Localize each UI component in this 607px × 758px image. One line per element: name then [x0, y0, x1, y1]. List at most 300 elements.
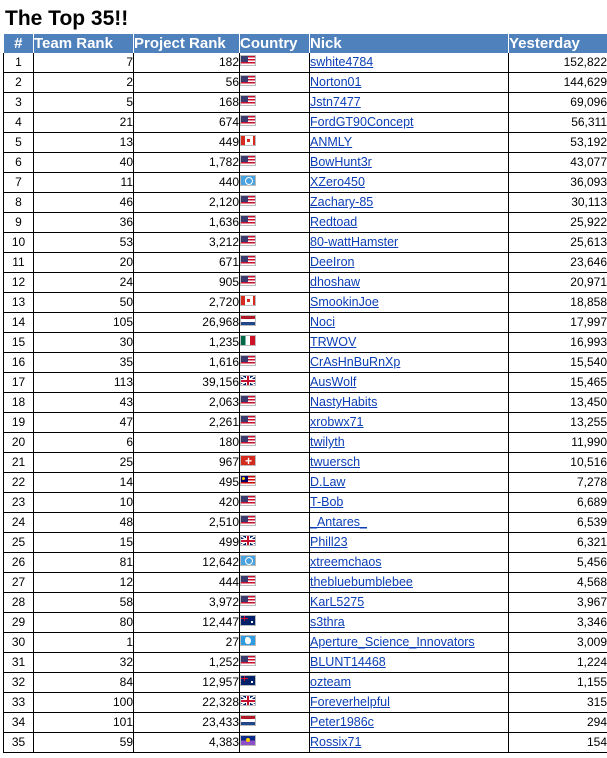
row-number[interactable]: 5 [4, 133, 34, 153]
country-cell[interactable] [240, 213, 310, 233]
table-row [4, 433, 607, 453]
nick-link[interactable]: thebluebumblebee [310, 575, 413, 589]
header-yesterday[interactable]: Yesterday [509, 34, 607, 53]
team-rank-cell[interactable]: 58 [34, 593, 134, 613]
table-row [4, 413, 607, 433]
yesterday-cell[interactable]: 294 [509, 713, 607, 733]
row-number[interactable]: 30 [4, 633, 34, 653]
yesterday-cell[interactable]: 20,971 [509, 273, 607, 293]
row-number[interactable]: 35 [4, 733, 34, 753]
project-rank-cell[interactable]: 444 [134, 573, 240, 593]
nick-link[interactable]: Aperture_Science_Innovators [310, 635, 475, 649]
us-flag-icon [240, 355, 256, 366]
nick-link[interactable]: XZero450 [310, 175, 365, 189]
us-flag-icon [240, 655, 256, 666]
row-number[interactable]: 17 [4, 373, 34, 393]
nick-cell[interactable] [310, 213, 509, 233]
yesterday-cell[interactable]: 36,093 [509, 173, 607, 193]
team-rank-cell[interactable]: 13 [34, 133, 134, 153]
row-number[interactable]: 23 [4, 493, 34, 513]
nick-cell[interactable] [310, 413, 509, 433]
table-row [4, 373, 607, 393]
us-flag-icon [240, 75, 256, 86]
row-number[interactable]: 8 [4, 193, 34, 213]
us-flag-icon [240, 115, 256, 126]
team-rank-cell[interactable]: 24 [34, 273, 134, 293]
project-rank-cell[interactable]: 1,235 [134, 333, 240, 353]
team-rank-cell[interactable]: 11 [34, 173, 134, 193]
yesterday-cell[interactable]: 315 [509, 693, 607, 713]
project-rank-cell[interactable]: 180 [134, 433, 240, 453]
team-rank-cell[interactable]: 59 [34, 733, 134, 753]
nick-link[interactable]: ozteam [310, 675, 351, 689]
nick-cell[interactable] [310, 73, 509, 93]
yesterday-cell[interactable]: 5,456 [509, 553, 607, 573]
us-flag-icon [240, 395, 256, 406]
yesterday-cell[interactable]: 13,255 [509, 413, 607, 433]
country-cell[interactable] [240, 93, 310, 113]
us-flag-icon [240, 215, 256, 226]
row-number[interactable]: 29 [4, 613, 34, 633]
nick-link[interactable]: _Antares_ [310, 515, 367, 529]
row-number[interactable]: 31 [4, 653, 34, 673]
row-number[interactable]: 6 [4, 153, 34, 173]
yesterday-cell[interactable]: 3,967 [509, 593, 607, 613]
yesterday-cell[interactable]: 3,346 [509, 613, 607, 633]
us-flag-icon [240, 495, 256, 506]
team-rank-cell[interactable]: 100 [34, 693, 134, 713]
country-cell[interactable] [240, 133, 310, 153]
ca-flag-icon [240, 295, 256, 306]
project-rank-cell[interactable]: 3,212 [134, 233, 240, 253]
table-row [4, 273, 607, 293]
country-cell[interactable] [240, 313, 310, 333]
yesterday-cell[interactable]: 144,629 [509, 73, 607, 93]
yesterday-cell[interactable]: 11,990 [509, 433, 607, 453]
nick-cell[interactable] [310, 133, 509, 153]
row-number[interactable]: 25 [4, 533, 34, 553]
nick-cell[interactable] [310, 673, 509, 693]
country-cell[interactable] [240, 453, 310, 473]
team-rank-cell[interactable]: 53 [34, 233, 134, 253]
country-cell[interactable] [240, 333, 310, 353]
nick-cell[interactable] [310, 473, 509, 493]
yesterday-cell[interactable]: 18,858 [509, 293, 607, 313]
row-number[interactable]: 28 [4, 593, 34, 613]
table-row [4, 353, 607, 373]
project-rank-cell[interactable]: 23,433 [134, 713, 240, 733]
sheet-title: The Top 35!! [5, 7, 129, 30]
project-rank-cell[interactable]: 168 [134, 93, 240, 113]
project-rank-cell[interactable]: 2,720 [134, 293, 240, 313]
nick-link[interactable]: CrAsHnBuRnXp [310, 355, 401, 369]
row-number[interactable]: 34 [4, 713, 34, 733]
project-rank-cell[interactable]: 1,252 [134, 653, 240, 673]
uk-flag-icon [240, 535, 256, 546]
nick-link[interactable]: dhoshaw [310, 275, 361, 289]
au-flag-icon [240, 615, 256, 626]
nick-link[interactable]: KarL5275 [310, 595, 365, 609]
yesterday-cell[interactable]: 4,568 [509, 573, 607, 593]
mx-flag-icon [240, 335, 256, 346]
project-rank-cell[interactable]: 905 [134, 273, 240, 293]
yesterday-cell[interactable]: 13,450 [509, 393, 607, 413]
nick-link[interactable]: BLUNT14468 [310, 655, 386, 669]
un-flag-icon [240, 555, 256, 566]
row-number[interactable]: 18 [4, 393, 34, 413]
team-rank-cell[interactable]: 6 [34, 433, 134, 453]
team-rank-cell[interactable]: 50 [34, 293, 134, 313]
country-cell[interactable] [240, 173, 310, 193]
nick-cell[interactable] [310, 433, 509, 453]
nick-link[interactable]: twuersch [310, 455, 361, 469]
yesterday-cell[interactable]: 1,155 [509, 673, 607, 693]
row-number[interactable]: 2 [4, 73, 34, 93]
team-rank-cell[interactable]: 5 [34, 93, 134, 113]
nick-link[interactable]: Noci [310, 315, 336, 329]
row-number[interactable]: 33 [4, 693, 34, 713]
nick-cell[interactable] [310, 393, 509, 413]
row-number[interactable]: 15 [4, 333, 34, 353]
country-cell[interactable] [240, 293, 310, 313]
table-row [4, 633, 607, 653]
nick-link[interactable]: T-Bob [310, 495, 344, 509]
table-row [4, 173, 607, 193]
yesterday-cell[interactable]: 10,516 [509, 453, 607, 473]
yesterday-cell[interactable]: 152,822 [509, 53, 607, 73]
nick-cell[interactable] [310, 553, 509, 573]
project-rank-cell[interactable]: 674 [134, 113, 240, 133]
yesterday-cell[interactable]: 25,922 [509, 213, 607, 233]
yesterday-cell[interactable]: 23,646 [509, 253, 607, 273]
nick-cell[interactable] [310, 173, 509, 193]
nick-link[interactable]: Foreverhelpful [310, 695, 390, 709]
project-rank-cell[interactable]: 2,120 [134, 193, 240, 213]
row-number[interactable]: 11 [4, 253, 34, 273]
project-rank-cell[interactable]: 12,957 [134, 673, 240, 693]
row-number[interactable]: 32 [4, 673, 34, 693]
us-flag-icon [240, 275, 256, 286]
table-row [4, 293, 607, 313]
row-number[interactable]: 20 [4, 433, 34, 453]
project-rank-cell[interactable]: 967 [134, 453, 240, 473]
table-row [4, 53, 607, 73]
team-rank-cell[interactable]: 113 [34, 373, 134, 393]
nick-cell[interactable] [310, 353, 509, 373]
country-cell[interactable] [240, 613, 310, 633]
nick-cell[interactable] [310, 453, 509, 473]
nick-cell[interactable] [310, 273, 509, 293]
yesterday-cell[interactable]: 43,077 [509, 153, 607, 173]
team-rank-cell[interactable]: 30 [34, 333, 134, 353]
team-rank-cell[interactable]: 21 [34, 113, 134, 133]
nick-cell[interactable] [310, 653, 509, 673]
row-number[interactable]: 13 [4, 293, 34, 313]
nick-cell[interactable] [310, 573, 509, 593]
project-rank-cell[interactable]: 4,383 [134, 733, 240, 753]
nick-link[interactable]: Jstn7477 [310, 95, 361, 109]
team-rank-cell[interactable]: 14 [34, 473, 134, 493]
nick-cell[interactable] [310, 53, 509, 73]
table-row [4, 113, 607, 133]
table-row [4, 193, 607, 213]
country-cell[interactable] [240, 673, 310, 693]
project-rank-cell[interactable]: 12,447 [134, 613, 240, 633]
yesterday-cell[interactable]: 30,113 [509, 193, 607, 213]
nick-cell[interactable] [310, 193, 509, 213]
team-rank-cell[interactable]: 40 [34, 153, 134, 173]
country-cell[interactable] [240, 633, 310, 653]
nick-cell[interactable] [310, 253, 509, 273]
nick-link[interactable]: DeeIron [310, 255, 355, 269]
country-cell[interactable] [240, 733, 310, 753]
project-rank-cell[interactable]: 182 [134, 53, 240, 73]
row-number[interactable]: 24 [4, 513, 34, 533]
team-rank-cell[interactable]: 7 [34, 53, 134, 73]
row-number[interactable]: 22 [4, 473, 34, 493]
yesterday-cell[interactable]: 1,224 [509, 653, 607, 673]
yesterday-cell[interactable]: 16,993 [509, 333, 607, 353]
row-number[interactable]: 21 [4, 453, 34, 473]
project-rank-cell[interactable]: 56 [134, 73, 240, 93]
team-rank-cell[interactable]: 1 [34, 633, 134, 653]
team-rank-cell[interactable]: 25 [34, 453, 134, 473]
nl-flag-icon [240, 715, 256, 726]
country-cell[interactable] [240, 353, 310, 373]
team-rank-cell[interactable]: 36 [34, 213, 134, 233]
nick-cell[interactable] [310, 153, 509, 173]
nick-cell[interactable] [310, 293, 509, 313]
row-number[interactable]: 26 [4, 553, 34, 573]
team-rank-cell[interactable]: 10 [34, 493, 134, 513]
project-rank-cell[interactable]: 3,972 [134, 593, 240, 613]
nick-link[interactable]: 80-wattHamster [310, 235, 399, 249]
header-nick[interactable]: Nick [310, 34, 509, 53]
ch-flag-icon [240, 455, 256, 466]
nick-link[interactable]: Redtoad [310, 215, 358, 229]
team-rank-cell[interactable]: 80 [34, 613, 134, 633]
us-flag-icon [240, 595, 256, 606]
country-cell[interactable] [240, 433, 310, 453]
nick-link[interactable]: xtreemchaos [310, 555, 382, 569]
nick-cell[interactable] [310, 233, 509, 253]
nick-link[interactable]: NastyHabits [310, 395, 378, 409]
table-row [4, 493, 607, 513]
table-row [4, 513, 607, 533]
header-project-rank[interactable]: Project Rank [134, 34, 240, 53]
nick-cell[interactable] [310, 633, 509, 653]
country-cell[interactable] [240, 533, 310, 553]
project-rank-cell[interactable]: 2,063 [134, 393, 240, 413]
nick-link[interactable]: Rossix71 [310, 735, 362, 749]
row-number[interactable]: 10 [4, 233, 34, 253]
project-rank-cell[interactable]: 22,328 [134, 693, 240, 713]
us-flag-icon [240, 575, 256, 586]
row-number[interactable]: 3 [4, 93, 34, 113]
yesterday-cell[interactable]: 6,689 [509, 493, 607, 513]
table-row [4, 233, 607, 253]
nick-cell[interactable] [310, 493, 509, 513]
project-rank-cell[interactable]: 39,156 [134, 373, 240, 393]
purple-flag-icon [240, 735, 256, 746]
country-cell[interactable] [240, 473, 310, 493]
nick-link[interactable]: Peter1986c [310, 715, 374, 729]
row-number[interactable]: 12 [4, 273, 34, 293]
nick-cell[interactable] [310, 313, 509, 333]
country-cell[interactable] [240, 53, 310, 73]
table-row [4, 613, 607, 633]
nick-cell[interactable] [310, 693, 509, 713]
yesterday-cell[interactable]: 3,009 [509, 633, 607, 653]
nick-cell[interactable] [310, 93, 509, 113]
project-rank-cell[interactable]: 1,616 [134, 353, 240, 373]
project-rank-cell[interactable]: 440 [134, 173, 240, 193]
team-rank-cell[interactable]: 47 [34, 413, 134, 433]
nick-cell[interactable] [310, 713, 509, 733]
nick-cell[interactable] [310, 613, 509, 633]
country-cell[interactable] [240, 393, 310, 413]
row-number[interactable]: 4 [4, 113, 34, 133]
table-row [4, 213, 607, 233]
country-cell[interactable] [240, 593, 310, 613]
nl-flag-icon [240, 315, 256, 326]
nick-link[interactable]: BowHunt3r [310, 155, 372, 169]
nick-link[interactable]: AusWolf [310, 375, 357, 389]
team-rank-cell[interactable]: 2 [34, 73, 134, 93]
country-cell[interactable] [240, 113, 310, 133]
nick-cell[interactable] [310, 333, 509, 353]
world-flag-icon [240, 635, 256, 646]
team-rank-cell[interactable]: 81 [34, 553, 134, 573]
team-rank-cell[interactable]: 43 [34, 393, 134, 413]
team-rank-cell[interactable]: 48 [34, 513, 134, 533]
project-rank-cell[interactable]: 495 [134, 473, 240, 493]
nick-cell[interactable] [310, 533, 509, 553]
table-row [4, 313, 607, 333]
project-rank-cell[interactable]: 2,510 [134, 513, 240, 533]
project-rank-cell[interactable]: 27 [134, 633, 240, 653]
header-country[interactable]: Country [240, 34, 310, 53]
row-number[interactable]: 1 [4, 53, 34, 73]
country-cell[interactable] [240, 413, 310, 433]
yesterday-cell[interactable]: 69,096 [509, 93, 607, 113]
yesterday-cell[interactable]: 6,539 [509, 513, 607, 533]
country-cell[interactable] [240, 693, 310, 713]
nick-link[interactable]: twilyth [310, 435, 345, 449]
nick-link[interactable]: swhite4784 [310, 55, 374, 69]
nick-link[interactable]: TRWOV [310, 335, 357, 349]
country-cell[interactable] [240, 713, 310, 733]
project-rank-cell[interactable]: 1,782 [134, 153, 240, 173]
nick-link[interactable]: ANMLY [310, 135, 353, 149]
nick-link[interactable]: Zachary-85 [310, 195, 374, 209]
row-number[interactable]: 7 [4, 173, 34, 193]
header-row [4, 34, 607, 53]
leaderboard-table [3, 34, 607, 753]
yesterday-cell[interactable]: 7,278 [509, 473, 607, 493]
project-rank-cell[interactable]: 420 [134, 493, 240, 513]
yesterday-cell[interactable]: 15,540 [509, 353, 607, 373]
header-num[interactable]: # [4, 34, 34, 53]
country-cell[interactable] [240, 273, 310, 293]
nick-link[interactable]: xrobwx71 [310, 415, 364, 429]
nick-link[interactable]: Phill23 [310, 535, 348, 549]
nick-link[interactable]: D.Law [310, 475, 346, 489]
yesterday-cell[interactable]: 56,311 [509, 113, 607, 133]
nick-cell[interactable] [310, 513, 509, 533]
project-rank-cell[interactable]: 499 [134, 533, 240, 553]
us-flag-icon [240, 195, 256, 206]
team-rank-cell[interactable]: 84 [34, 673, 134, 693]
nick-link[interactable]: s3thra [310, 615, 345, 629]
nick-link[interactable]: FordGT90Concept [310, 115, 414, 129]
yesterday-cell[interactable]: 15,465 [509, 373, 607, 393]
table-row [4, 533, 607, 553]
nick-cell[interactable] [310, 113, 509, 133]
nick-link[interactable]: Norton01 [310, 75, 362, 89]
row-number[interactable]: 9 [4, 213, 34, 233]
team-rank-cell[interactable]: 46 [34, 193, 134, 213]
team-rank-cell[interactable]: 32 [34, 653, 134, 673]
row-number[interactable]: 27 [4, 573, 34, 593]
row-number[interactable]: 19 [4, 413, 34, 433]
yesterday-cell[interactable]: 6,321 [509, 533, 607, 553]
nick-cell[interactable] [310, 373, 509, 393]
table-body [4, 53, 607, 753]
row-number[interactable]: 14 [4, 313, 34, 333]
yesterday-cell[interactable]: 53,192 [509, 133, 607, 153]
country-cell[interactable] [240, 653, 310, 673]
yesterday-cell[interactable]: 17,997 [509, 313, 607, 333]
project-rank-cell[interactable]: 1,636 [134, 213, 240, 233]
country-cell[interactable] [240, 153, 310, 173]
project-rank-cell[interactable]: 449 [134, 133, 240, 153]
country-cell[interactable] [240, 73, 310, 93]
table-row [4, 553, 607, 573]
team-rank-cell[interactable]: 20 [34, 253, 134, 273]
us-flag-icon [240, 95, 256, 106]
yesterday-cell[interactable]: 25,613 [509, 233, 607, 253]
table-row [4, 453, 607, 473]
team-rank-cell[interactable]: 12 [34, 573, 134, 593]
country-cell[interactable] [240, 233, 310, 253]
country-cell[interactable] [240, 553, 310, 573]
project-rank-cell[interactable]: 2,261 [134, 413, 240, 433]
table-row [4, 693, 607, 713]
table-row [4, 93, 607, 113]
yesterday-cell[interactable]: 154 [509, 733, 607, 753]
team-rank-cell[interactable]: 15 [34, 533, 134, 553]
team-rank-cell[interactable]: 105 [34, 313, 134, 333]
nick-cell[interactable] [310, 593, 509, 613]
project-rank-cell[interactable]: 12,642 [134, 553, 240, 573]
country-cell[interactable] [240, 493, 310, 513]
row-number[interactable]: 16 [4, 353, 34, 373]
country-cell[interactable] [240, 193, 310, 213]
team-rank-cell[interactable]: 101 [34, 713, 134, 733]
us-flag-icon [240, 55, 256, 66]
country-cell[interactable] [240, 513, 310, 533]
nick-link[interactable]: SmookinJoe [310, 295, 379, 309]
header-team-rank[interactable]: Team Rank [34, 34, 134, 53]
nick-cell[interactable] [310, 733, 509, 753]
project-rank-cell[interactable]: 26,968 [134, 313, 240, 333]
project-rank-cell[interactable]: 671 [134, 253, 240, 273]
country-cell[interactable] [240, 253, 310, 273]
country-cell[interactable] [240, 373, 310, 393]
team-rank-cell[interactable]: 35 [34, 353, 134, 373]
country-cell[interactable] [240, 573, 310, 593]
